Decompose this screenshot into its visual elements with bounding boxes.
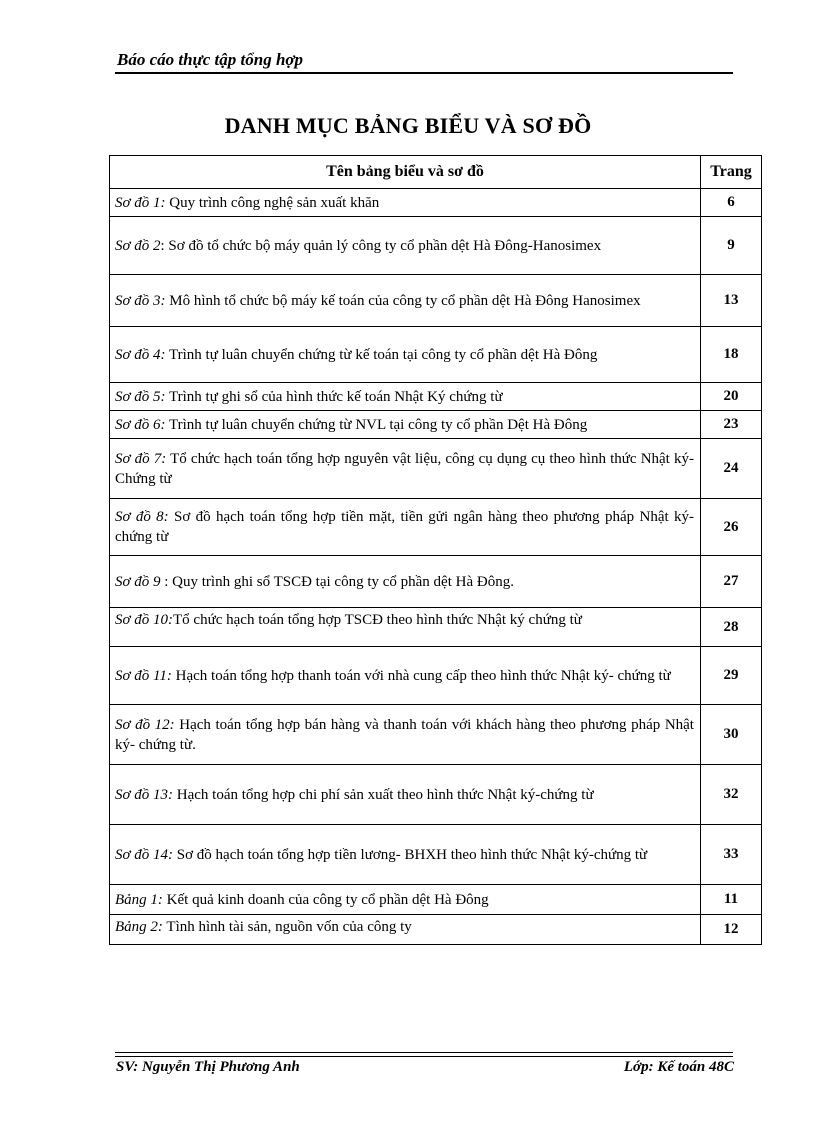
row-text: Tình hình tài sản, nguồn vốn của công ty <box>162 919 412 935</box>
row-text: Trình tự luân chuyển chứng từ kế toán tại công ty cổ phần dệt Hà Đông <box>165 346 598 363</box>
row-text: Hạch toán tổng hợp chi phí sản xuất theo hình thức Nhật ký-chứng từ <box>173 786 594 803</box>
table-row <box>110 327 762 383</box>
row-text: Tổ chức hạch toán tổng hợp nguyên vật liệu, công cụ dụng cụ theo hình thức Nhật ký- Chứng từ <box>115 450 694 487</box>
row-label: Bảng 1: <box>115 891 163 908</box>
row-label: Sơ đồ 8: <box>115 509 169 525</box>
row-page: 32 <box>701 765 762 825</box>
row-description <box>110 825 701 885</box>
row-description <box>110 411 701 439</box>
row-description <box>110 189 701 217</box>
row-label: Sơ đồ 3: <box>115 292 166 309</box>
table-row <box>110 439 762 499</box>
row-description <box>110 705 701 765</box>
table-row <box>110 765 762 825</box>
header-title: Báo cáo thực tập tổng hợp <box>117 50 304 69</box>
row-text: Trình tự ghi sổ của hình thức kế toán Nhật Ký chứng từ <box>165 388 503 405</box>
table-row <box>110 189 762 217</box>
row-text: : Sơ đồ tổ chức bộ máy quản lý công ty cổ phần dệt Hà Đông-Hanosimex <box>160 237 602 254</box>
row-text: Sơ đồ hạch toán tổng hợp tiền lương- BHXH theo hình thức Nhật ký-chứng từ <box>173 846 648 863</box>
row-label: Sơ đồ 1: <box>115 194 166 211</box>
row-page: 11 <box>701 885 762 915</box>
row-description <box>110 439 701 499</box>
page-title: DANH MỤC BẢNG BIỂU VÀ SƠ ĐỒ <box>224 113 592 138</box>
row-text: Hạch toán tổng hợp thanh toán với nhà cung cấp theo hình thức Nhật ký- chứng từ <box>171 667 671 684</box>
row-page: 18 <box>701 327 762 383</box>
column-header-page: Trang <box>701 156 762 189</box>
row-label: Sơ đồ 13: <box>115 786 174 803</box>
row-page: 12 <box>701 915 762 945</box>
row-text: Hạch toán tổng hợp bán hàng và thanh toán với khách hàng theo phương pháp Nhật ký- chứng từ. <box>115 716 694 753</box>
table-row <box>110 411 762 439</box>
table-row <box>110 499 762 556</box>
row-label: Sơ đồ 9 <box>115 573 161 590</box>
table-row <box>110 825 762 885</box>
table-row <box>110 647 762 705</box>
table-header-row <box>110 156 762 189</box>
row-label: Sơ đồ 5: <box>115 388 166 405</box>
row-description <box>110 885 701 915</box>
row-description <box>110 275 701 327</box>
row-text: Sơ đồ hạch toán tổng hợp tiền mặt, tiền gửi ngân hàng theo phương pháp Nhật ký- chứng từ <box>115 509 694 545</box>
row-text: : Quy trình ghi sổ TSCĐ tại công ty cổ phần dệt Hà Đông. <box>160 573 514 590</box>
row-page: 27 <box>701 556 762 608</box>
row-page: 26 <box>701 499 762 556</box>
row-page: 9 <box>701 217 762 275</box>
table-row <box>110 275 762 327</box>
row-description <box>110 556 701 608</box>
footer-student: SV: Nguyễn Thị Phương Anh <box>116 1059 300 1075</box>
row-text: Tổ chức hạch toán tổng hợp TSCĐ theo hình thức Nhật ký chứng từ <box>173 612 582 628</box>
table-row <box>110 915 762 945</box>
page-header <box>115 50 733 74</box>
table-row <box>110 885 762 915</box>
row-description <box>110 217 701 275</box>
row-description <box>110 647 701 705</box>
row-label: Sơ đồ 2 <box>115 237 161 254</box>
row-label: Sơ đồ 7: <box>115 450 167 467</box>
row-page: 6 <box>701 189 762 217</box>
row-label: Sơ đồ 4: <box>115 346 166 363</box>
table-row <box>110 383 762 411</box>
row-text: Trình tự luân chuyển chứng từ NVL tại công ty cổ phần Dệt Hà Đông <box>165 416 588 433</box>
row-label: Sơ đồ 10: <box>115 612 174 628</box>
row-page: 23 <box>701 411 762 439</box>
row-description <box>110 499 701 556</box>
row-text: Kết quả kinh doanh của công ty cổ phần dệt Hà Đông <box>162 891 489 908</box>
footer-rule <box>115 1052 733 1057</box>
row-text: Quy trình công nghệ sản xuất khăn <box>165 194 380 211</box>
table-row <box>110 705 762 765</box>
row-page: 13 <box>701 275 762 327</box>
row-page: 28 <box>701 608 762 647</box>
row-text: Mô hình tổ chức bộ máy kế toán của công ty cổ phần dệt Hà Đông Hanosimex <box>165 292 641 309</box>
row-label: Sơ đồ 11: <box>115 667 172 684</box>
table-row <box>110 556 762 608</box>
row-description <box>110 383 701 411</box>
toc-table <box>109 155 762 945</box>
table-row <box>110 608 762 647</box>
row-page: 20 <box>701 383 762 411</box>
row-page: 29 <box>701 647 762 705</box>
table-row <box>110 217 762 275</box>
row-label: Sơ đồ 12: <box>115 716 175 733</box>
row-description <box>110 915 701 945</box>
row-description <box>110 327 701 383</box>
row-label: Sơ đồ 14: <box>115 846 174 863</box>
row-label: Sơ đồ 6: <box>115 416 166 433</box>
row-page: 24 <box>701 439 762 499</box>
row-page: 30 <box>701 705 762 765</box>
footer-class: Lớp: Kế toán 48C <box>623 1059 734 1075</box>
row-description <box>110 608 701 647</box>
row-page: 33 <box>701 825 762 885</box>
column-header-name: Tên bảng biểu và sơ đồ <box>110 156 701 189</box>
row-description <box>110 765 701 825</box>
row-label: Bảng 2: <box>115 919 163 935</box>
